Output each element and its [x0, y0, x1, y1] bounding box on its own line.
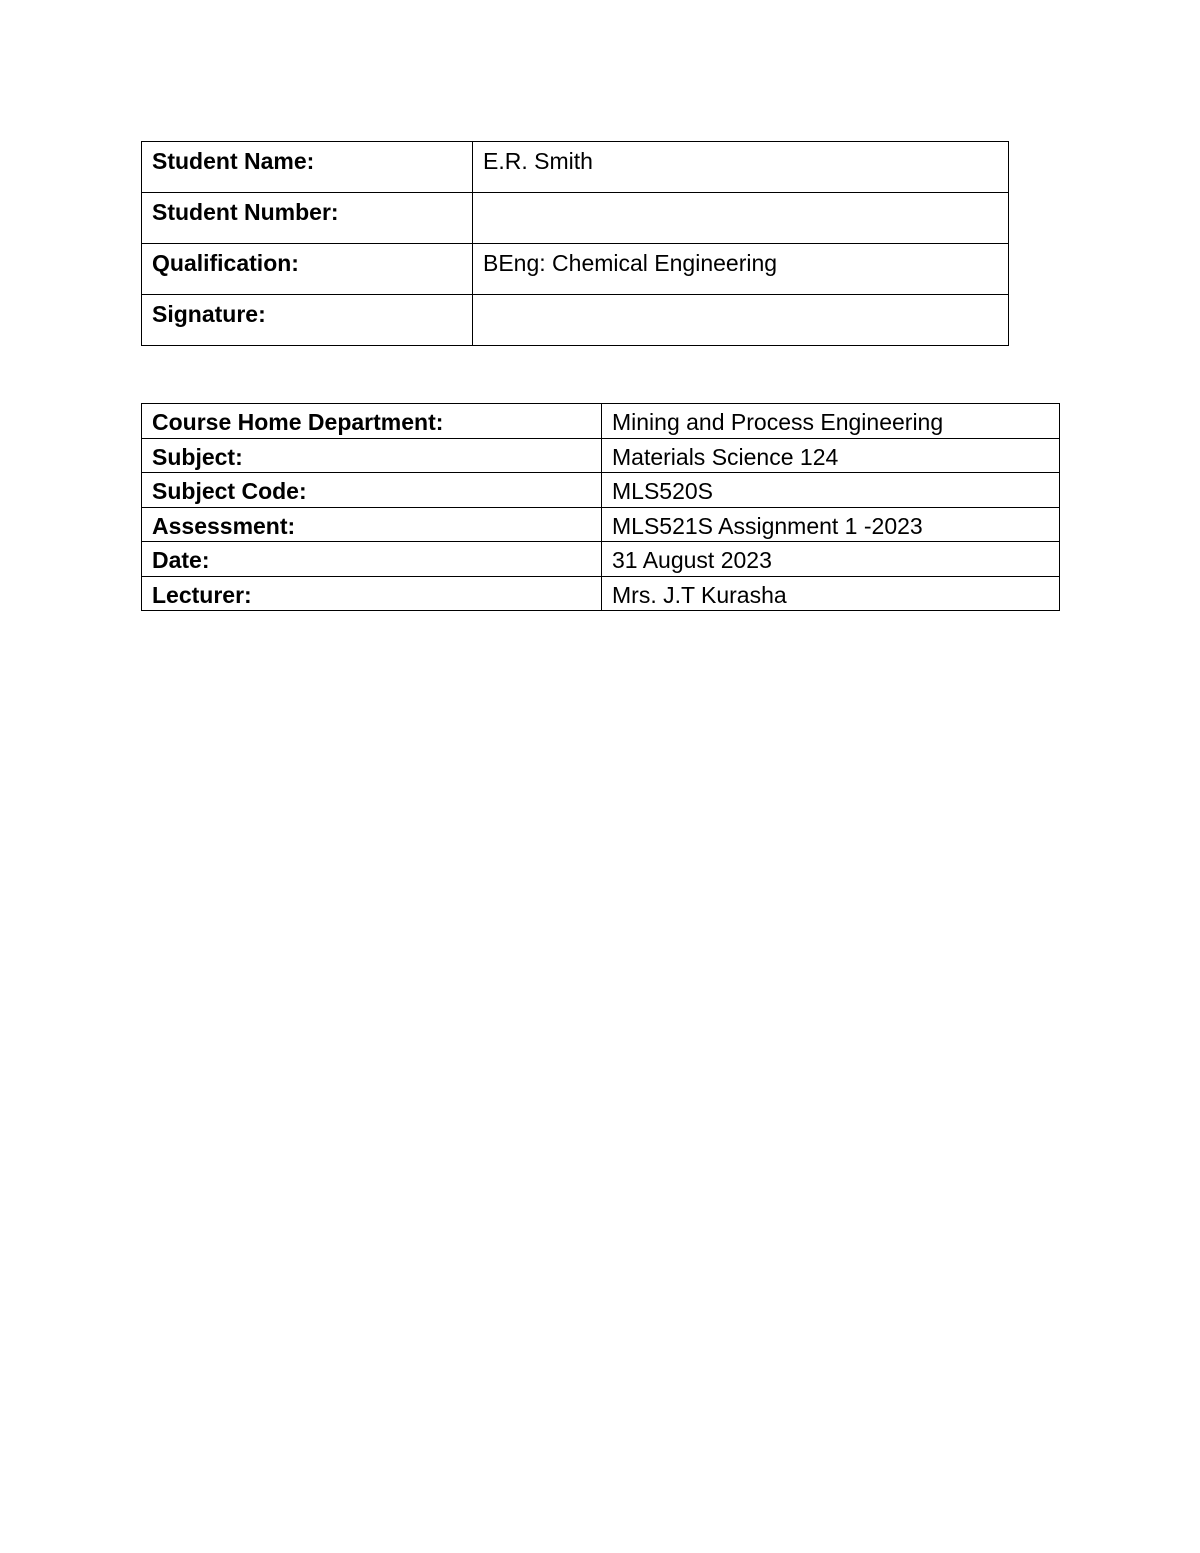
- lecturer-label: Lecturer:: [142, 576, 602, 611]
- assessment-value: MLS521S Assignment 1 -2023: [602, 507, 1060, 542]
- lecturer-value: Mrs. J.T Kurasha: [602, 576, 1060, 611]
- student-number-row: [142, 193, 1009, 244]
- assessment-label: Assessment:: [142, 507, 602, 542]
- department-label: Course Home Department:: [142, 404, 602, 439]
- subject-value: Materials Science 124: [602, 438, 1060, 473]
- date-label: Date:: [142, 542, 602, 577]
- subject-label: Subject:: [142, 438, 602, 473]
- date-value: 31 August 2023: [602, 542, 1060, 577]
- date-row: [142, 542, 1060, 577]
- subject-row: [142, 438, 1060, 473]
- qualification-label: Qualification:: [142, 244, 473, 295]
- subject-code-row: [142, 473, 1060, 508]
- subject-code-value: MLS520S: [602, 473, 1060, 508]
- student-number-label: Student Number:: [142, 193, 473, 244]
- student-name-row: [142, 142, 1009, 193]
- signature-row: [142, 295, 1009, 346]
- signature-value: [473, 295, 1009, 346]
- lecturer-row: [142, 576, 1060, 611]
- student-number-value: [473, 193, 1009, 244]
- qualification-row: [142, 244, 1009, 295]
- student-name-label: Student Name:: [142, 142, 473, 193]
- qualification-value: BEng: Chemical Engineering: [473, 244, 1009, 295]
- department-value: Mining and Process Engineering: [602, 404, 1060, 439]
- subject-code-label: Subject Code:: [142, 473, 602, 508]
- student-info-table: [141, 141, 1009, 346]
- signature-label: Signature:: [142, 295, 473, 346]
- department-row: [142, 404, 1060, 439]
- student-name-value: E.R. Smith: [473, 142, 1009, 193]
- assessment-row: [142, 507, 1060, 542]
- course-info-table: [141, 403, 1060, 611]
